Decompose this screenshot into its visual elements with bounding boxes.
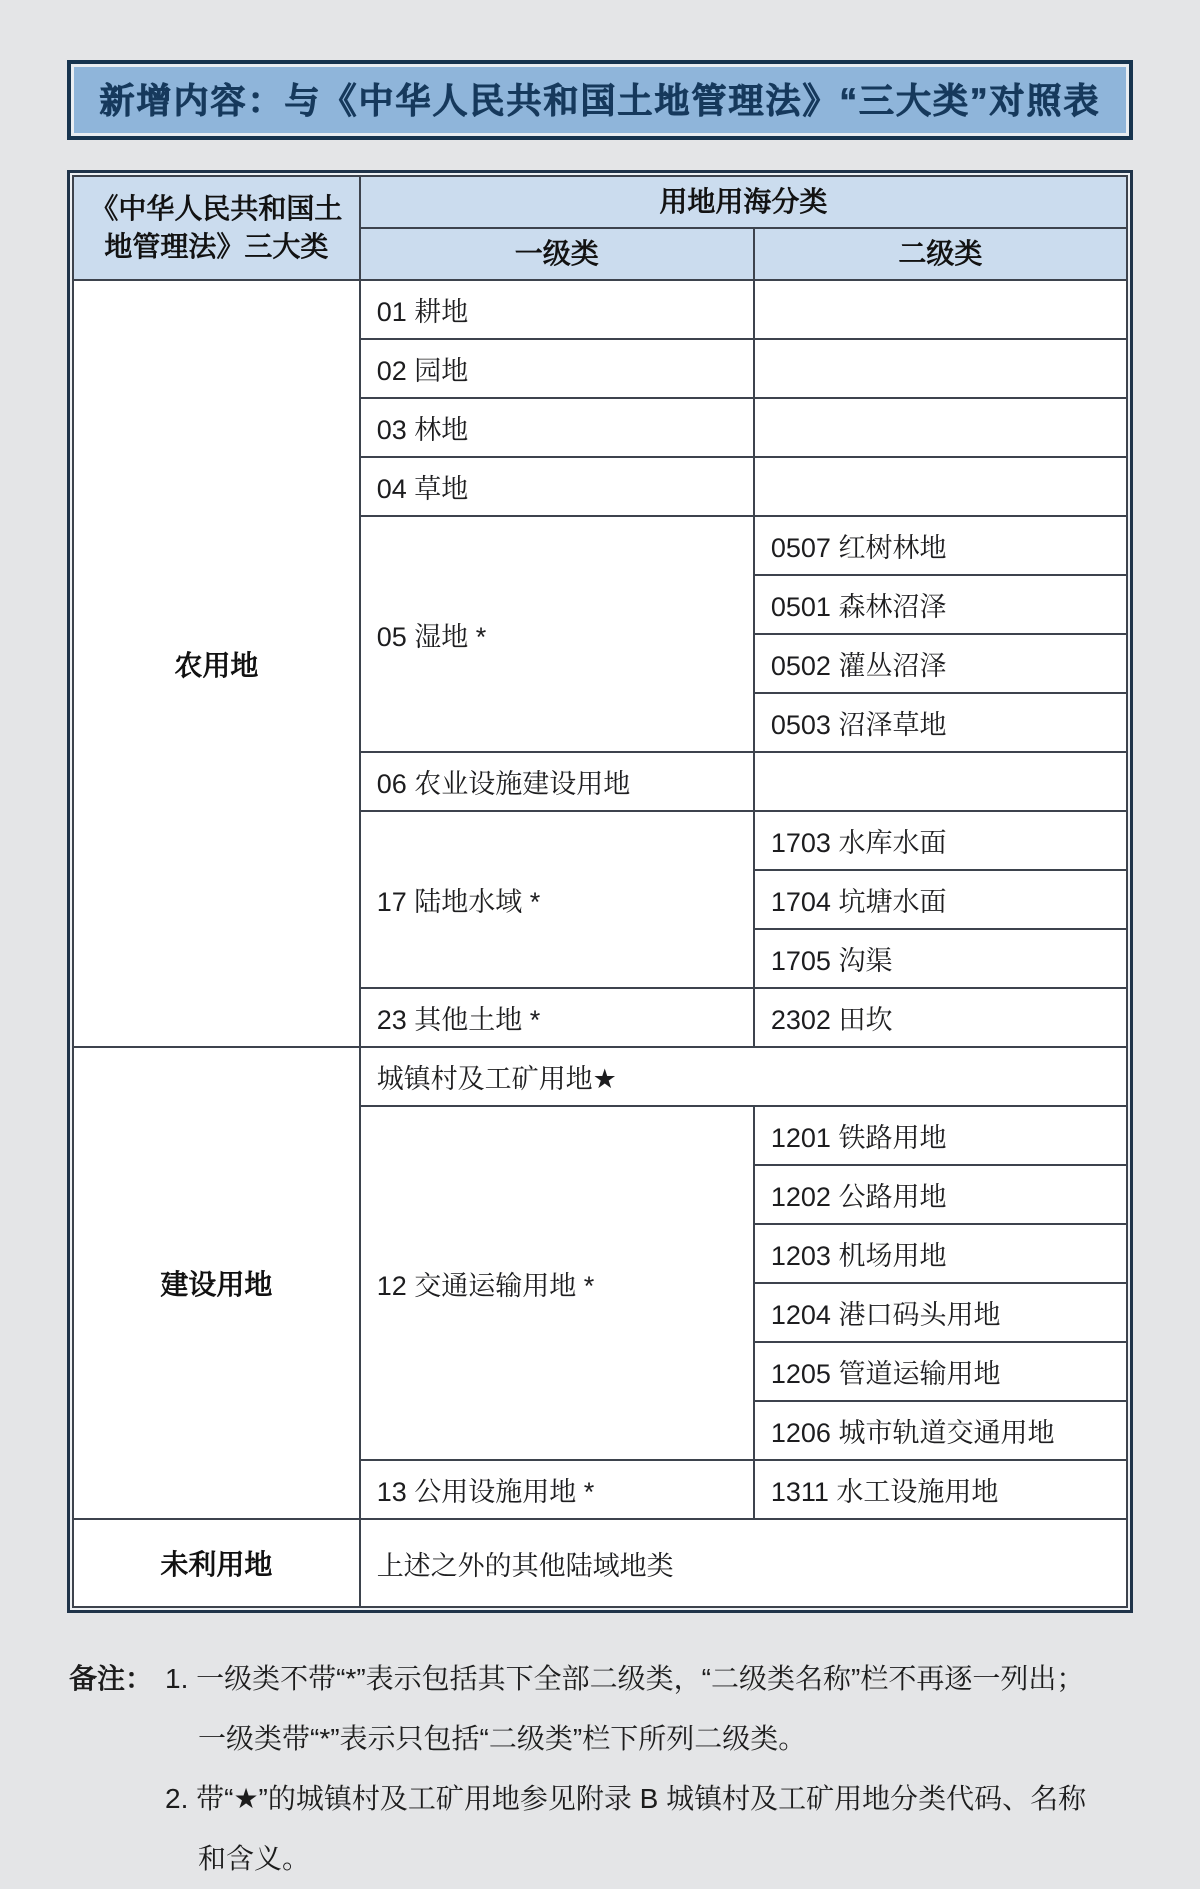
secondary-class-cell: 0503 沼泽草地 — [754, 693, 1127, 752]
category-cell-unused: 未利用地 — [73, 1519, 360, 1607]
note-line-3: 2. 带“★”的城镇村及工矿用地参见附录 B 城镇村及工矿用地分类代码、名称 — [165, 1782, 1087, 1814]
empty-cell — [754, 280, 1127, 339]
primary-class-cell: 04 草地 — [360, 457, 754, 516]
table-row — [73, 1047, 1127, 1106]
primary-class-cell-wetland: 05 湿地 * — [360, 516, 754, 752]
notes-label: 备注： — [69, 1663, 154, 1694]
secondary-class-cell: 0507 红树林地 — [754, 516, 1127, 575]
category-cell-agricultural: 农用地 — [73, 280, 360, 1047]
note-line-2: 一级类带“*”表示只包括“二级类”栏下所列二级类。 — [198, 1722, 807, 1754]
note-line-1: 1. 一级类不带“*”表示包括其下全部二级类，“二级类名称”栏不再逐一列出； — [165, 1663, 1085, 1694]
empty-cell — [754, 398, 1127, 457]
secondary-class-cell: 0501 森林沼泽 — [754, 575, 1127, 634]
secondary-class-cell: 2302 田坎 — [754, 988, 1127, 1047]
secondary-class-cell: 1703 水库水面 — [754, 811, 1127, 870]
empty-cell — [754, 752, 1127, 811]
primary-class-cell: 06 农业设施建设用地 — [360, 752, 754, 811]
comparison-table — [72, 175, 1128, 1608]
note-line-4: 和含义。 — [198, 1842, 311, 1874]
secondary-class-cell: 1202 公路用地 — [754, 1165, 1127, 1224]
secondary-class-cell: 1704 坑塘水面 — [754, 870, 1127, 929]
primary-class-cell: 02 园地 — [360, 339, 754, 398]
table-header — [73, 176, 1127, 280]
secondary-class-cell: 1206 城市轨道交通用地 — [754, 1401, 1127, 1460]
secondary-class-cell: 0502 灌丛沼泽 — [754, 634, 1127, 693]
table-body — [73, 280, 1127, 1607]
header-land-sea-group: 用地用海分类 — [360, 176, 1127, 228]
empty-cell — [754, 339, 1127, 398]
header-secondary-class: 二级类 — [754, 228, 1127, 280]
primary-class-cell: 03 林地 — [360, 398, 754, 457]
unused-content-cell: 上述之外的其他陆域地类 — [360, 1519, 1127, 1607]
page-title: 新增内容：与《中华人民共和国土地管理法》“三大类”对照表 — [99, 82, 1101, 121]
primary-class-cell-transport: 12 交通运输用地 * — [360, 1106, 754, 1460]
secondary-class-cell: 1201 铁路用地 — [754, 1106, 1127, 1165]
secondary-class-cell: 1705 沟渠 — [754, 929, 1127, 988]
primary-class-cell: 23 其他土地 * — [360, 988, 754, 1047]
table-row — [73, 280, 1127, 339]
primary-class-cell-urban: 城镇村及工矿用地★ — [360, 1047, 1127, 1106]
table-row — [73, 1519, 1127, 1607]
empty-cell — [754, 457, 1127, 516]
title-banner-inner — [74, 67, 1126, 133]
title-banner — [67, 60, 1133, 140]
primary-class-cell: 01 耕地 — [360, 280, 754, 339]
table-row — [73, 176, 1127, 228]
primary-class-cell-water: 17 陆地水域 * — [360, 811, 754, 988]
comparison-table-frame — [67, 170, 1133, 1613]
header-law-column: 《中华人民共和国土地管理法》三大类 — [73, 176, 360, 280]
primary-class-cell: 13 公用设施用地 * — [360, 1460, 754, 1519]
secondary-class-cell: 1204 港口码头用地 — [754, 1283, 1127, 1342]
notes-body — [165, 1649, 1133, 1889]
secondary-class-cell: 1311 水工设施用地 — [754, 1460, 1127, 1519]
category-cell-construction: 建设用地 — [73, 1047, 360, 1519]
secondary-class-cell: 1203 机场用地 — [754, 1224, 1127, 1283]
header-primary-class: 一级类 — [360, 228, 754, 280]
secondary-class-cell: 1205 管道运输用地 — [754, 1342, 1127, 1401]
notes-section — [69, 1649, 1133, 1889]
